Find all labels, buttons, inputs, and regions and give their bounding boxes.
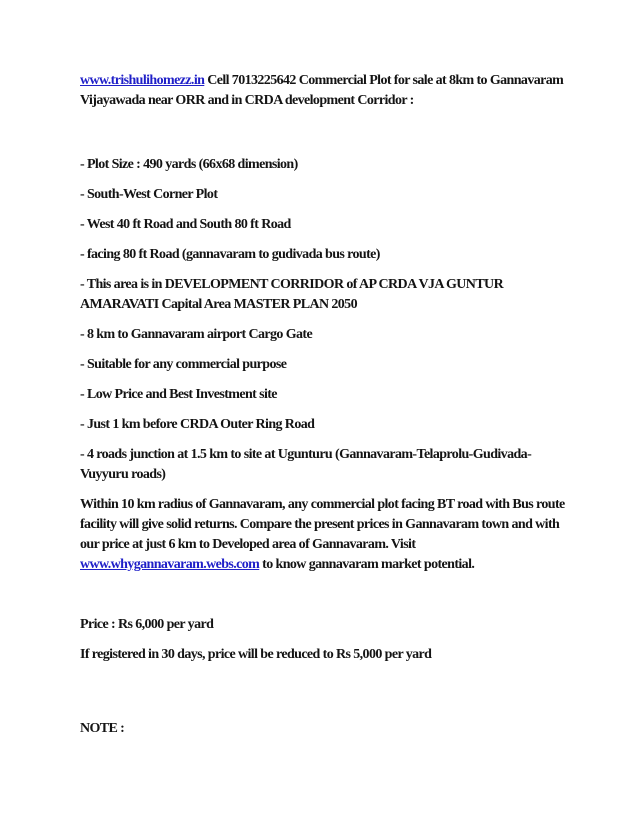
feature-item: - facing 80 ft Road (gannavaram to gudivada bus route) [80,247,380,262]
discount-line: If registered in 30 days, price will be reduced to Rs 5,000 per yard [80,647,432,662]
feature-item: - West 40 ft Road and South 80 ft Road [80,217,291,232]
spacer [80,575,570,615]
price-line: Price : Rs 6,000 per yard [80,617,214,632]
document-page [80,71,570,739]
intro-text: Cell 7013225642 Commercial Plot for sale at 8km to Gannavaram Vijayawada near ORR and in CRDA development Corridor : [80,73,564,108]
feature-item: - Suitable for any commercial purpose [80,357,287,372]
feature-item: - Low Price and Best Investment site [80,387,277,402]
spacer [80,111,570,155]
feature-item: - 8 km to Gannavaram airport Cargo Gate [80,327,313,342]
spacer [80,675,570,719]
body-paragraph [80,495,570,575]
feature-list [80,155,570,485]
website-link-trishulihomezz[interactable]: www.trishulihomezz.in [80,73,205,88]
feature-item: - Just 1 km before CRDA Outer Ring Road [80,417,315,432]
feature-item: - This area is in DEVELOPMENT CORRIDOR of AP CRDA VJA GUNTUR AMARAVATI Capital Area MASTER PLAN 2050 [80,277,504,312]
intro-paragraph [80,71,570,111]
body-text-before-link: Within 10 km radius of Gannavaram, any commercial plot facing BT road with Bus route facility will give solid returns. Compare the present prices in Gannavaram town and with our price at just 6 km to Developed area of Gannavaram. Visit [80,497,565,552]
body-text-after-link: to know gannavaram market potential. [259,557,475,572]
website-link-whygannavaram[interactable]: www.whygannavaram.webs.com [80,557,260,572]
feature-item: - Plot Size : 490 yards (66x68 dimension) [80,157,298,172]
feature-item: - 4 roads junction at 1.5 km to site at Ugunturu (Gannavaram-Telaprolu-Gudivada-Vuyyuru roads) [80,447,532,482]
feature-item: - South-West Corner Plot [80,187,218,202]
note-heading: NOTE : [80,721,125,736]
